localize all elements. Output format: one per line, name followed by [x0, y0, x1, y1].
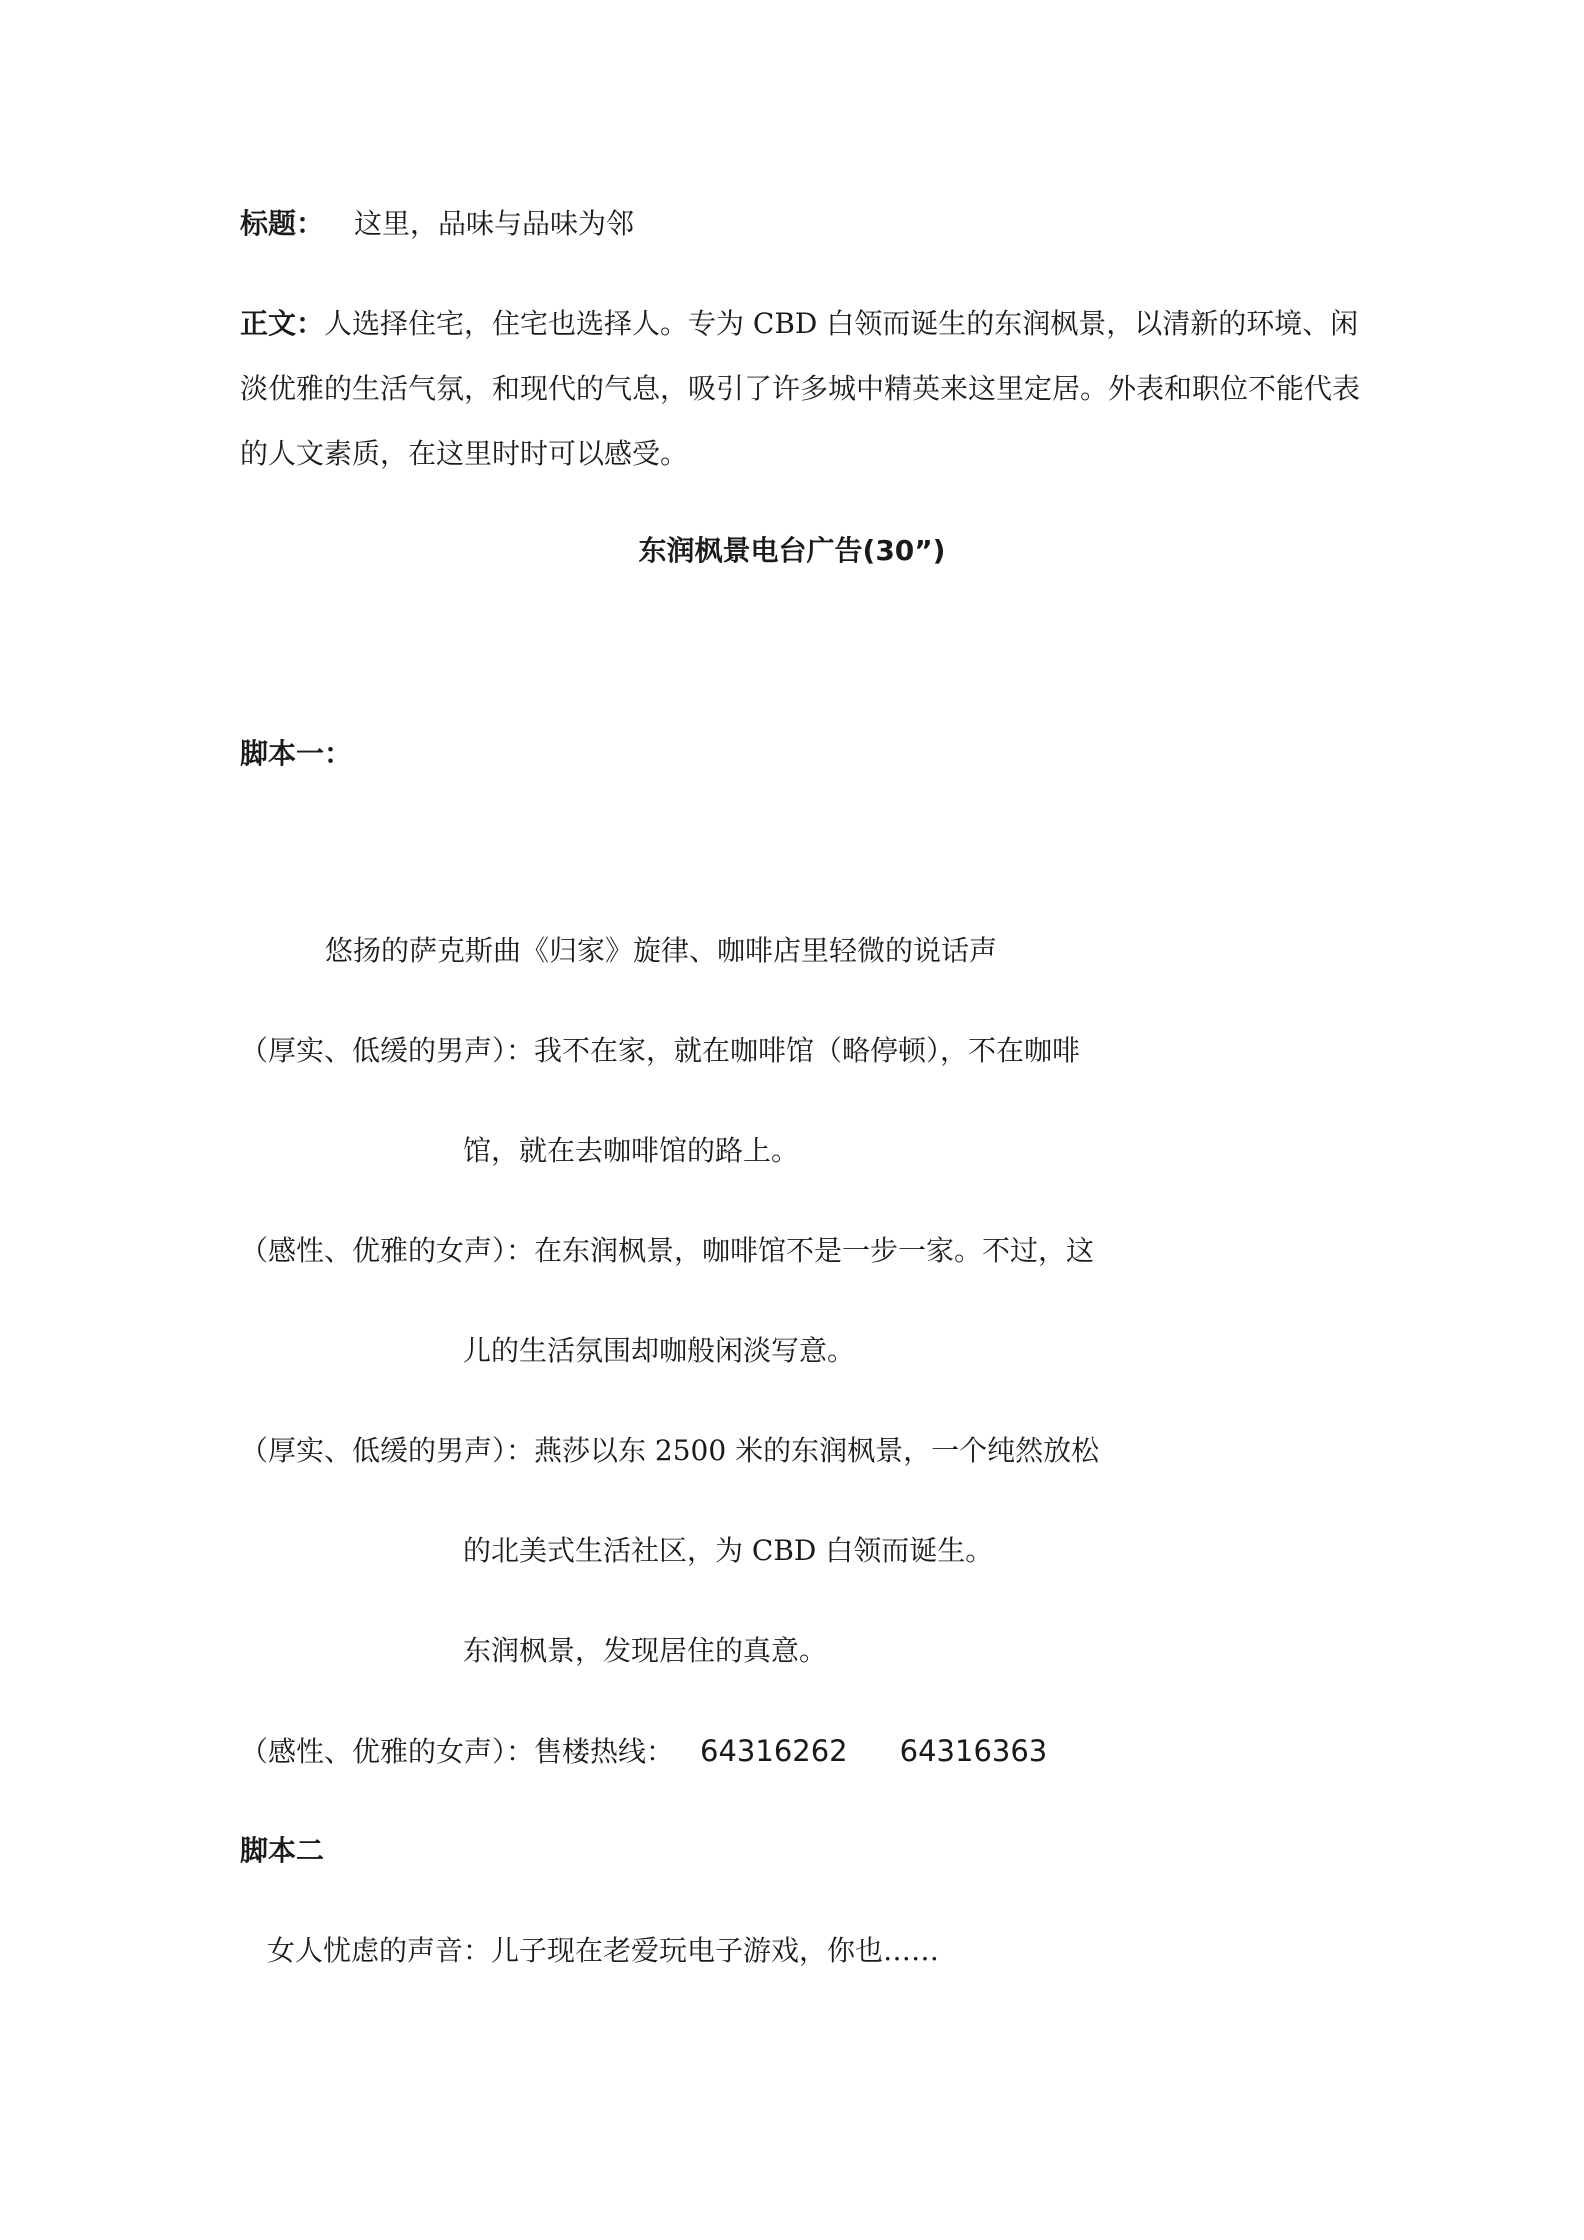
speaker-label: （感性、优雅的女声）：	[240, 1234, 535, 1267]
script-one-sfx: 悠扬的萨克斯曲《归家》旋律、咖啡店里轻微的说话声	[325, 934, 998, 967]
script-one-line-2	[240, 1234, 1095, 1267]
speaker-label: （感性、优雅的女声）：	[240, 1735, 535, 1768]
body-copy-line-3: 的人文素质，在这里时时可以感受。	[240, 437, 689, 470]
hotline-phone-1: 64316262	[700, 1734, 848, 1768]
dialogue-text: 在东润枫景，咖啡馆不是一步一家。不过，这	[534, 1234, 1095, 1267]
script-one-hotline	[240, 1734, 1048, 1768]
speaker-label: （厚实、低缓的男声）：	[240, 1034, 535, 1067]
script-two-line-1: 女人忧虑的声音：儿子现在老爱玩电子游戏，你也……	[267, 1934, 940, 1967]
script-one-heading: 脚本一：	[240, 737, 353, 770]
headline-label: 标题：	[240, 207, 325, 240]
section-title: 东润枫景电台广告(30”)	[638, 534, 946, 567]
script-one-line-3-cont2: 东润枫景，发现居住的真意。	[463, 1634, 828, 1667]
dialogue-text: 燕莎以东 2500 米的东润枫景，一个纯然放松	[534, 1434, 1100, 1467]
body-copy-line-2: 淡优雅的生活气氛，和现代的气息，吸引了许多城中精英来这里定居。外表和职位不能代表	[240, 372, 1361, 405]
hotline-label: 售楼热线：	[534, 1735, 675, 1768]
body-copy-line-1: 正文：人选择住宅，住宅也选择人。专为 CBD 白领而诞生的东润枫景，以清新的环境、闲	[240, 307, 1359, 340]
script-one-line-1-cont: 馆，就在去咖啡馆的路上。	[463, 1134, 800, 1167]
script-two-heading: 脚本二	[240, 1834, 325, 1867]
hotline-phone-2: 64316363	[899, 1734, 1048, 1768]
script-one-line-1	[240, 1034, 1081, 1067]
script-one-line-3-cont: 的北美式生活社区，为 CBD 白领而诞生。	[463, 1534, 994, 1567]
dialogue-text: 我不在家，就在咖啡馆（略停顿），不在咖啡	[534, 1034, 1081, 1067]
headline-text: 这里，品味与品味为邻	[354, 207, 635, 240]
speaker-label: （厚实、低缓的男声）：	[240, 1434, 535, 1467]
script-one-line-3	[240, 1434, 1100, 1467]
body-copy-label: 正文：	[240, 307, 325, 340]
script-one-line-2-cont: 儿的生活氛围却咖般闲淡写意。	[463, 1334, 856, 1367]
headline-row	[240, 207, 635, 240]
